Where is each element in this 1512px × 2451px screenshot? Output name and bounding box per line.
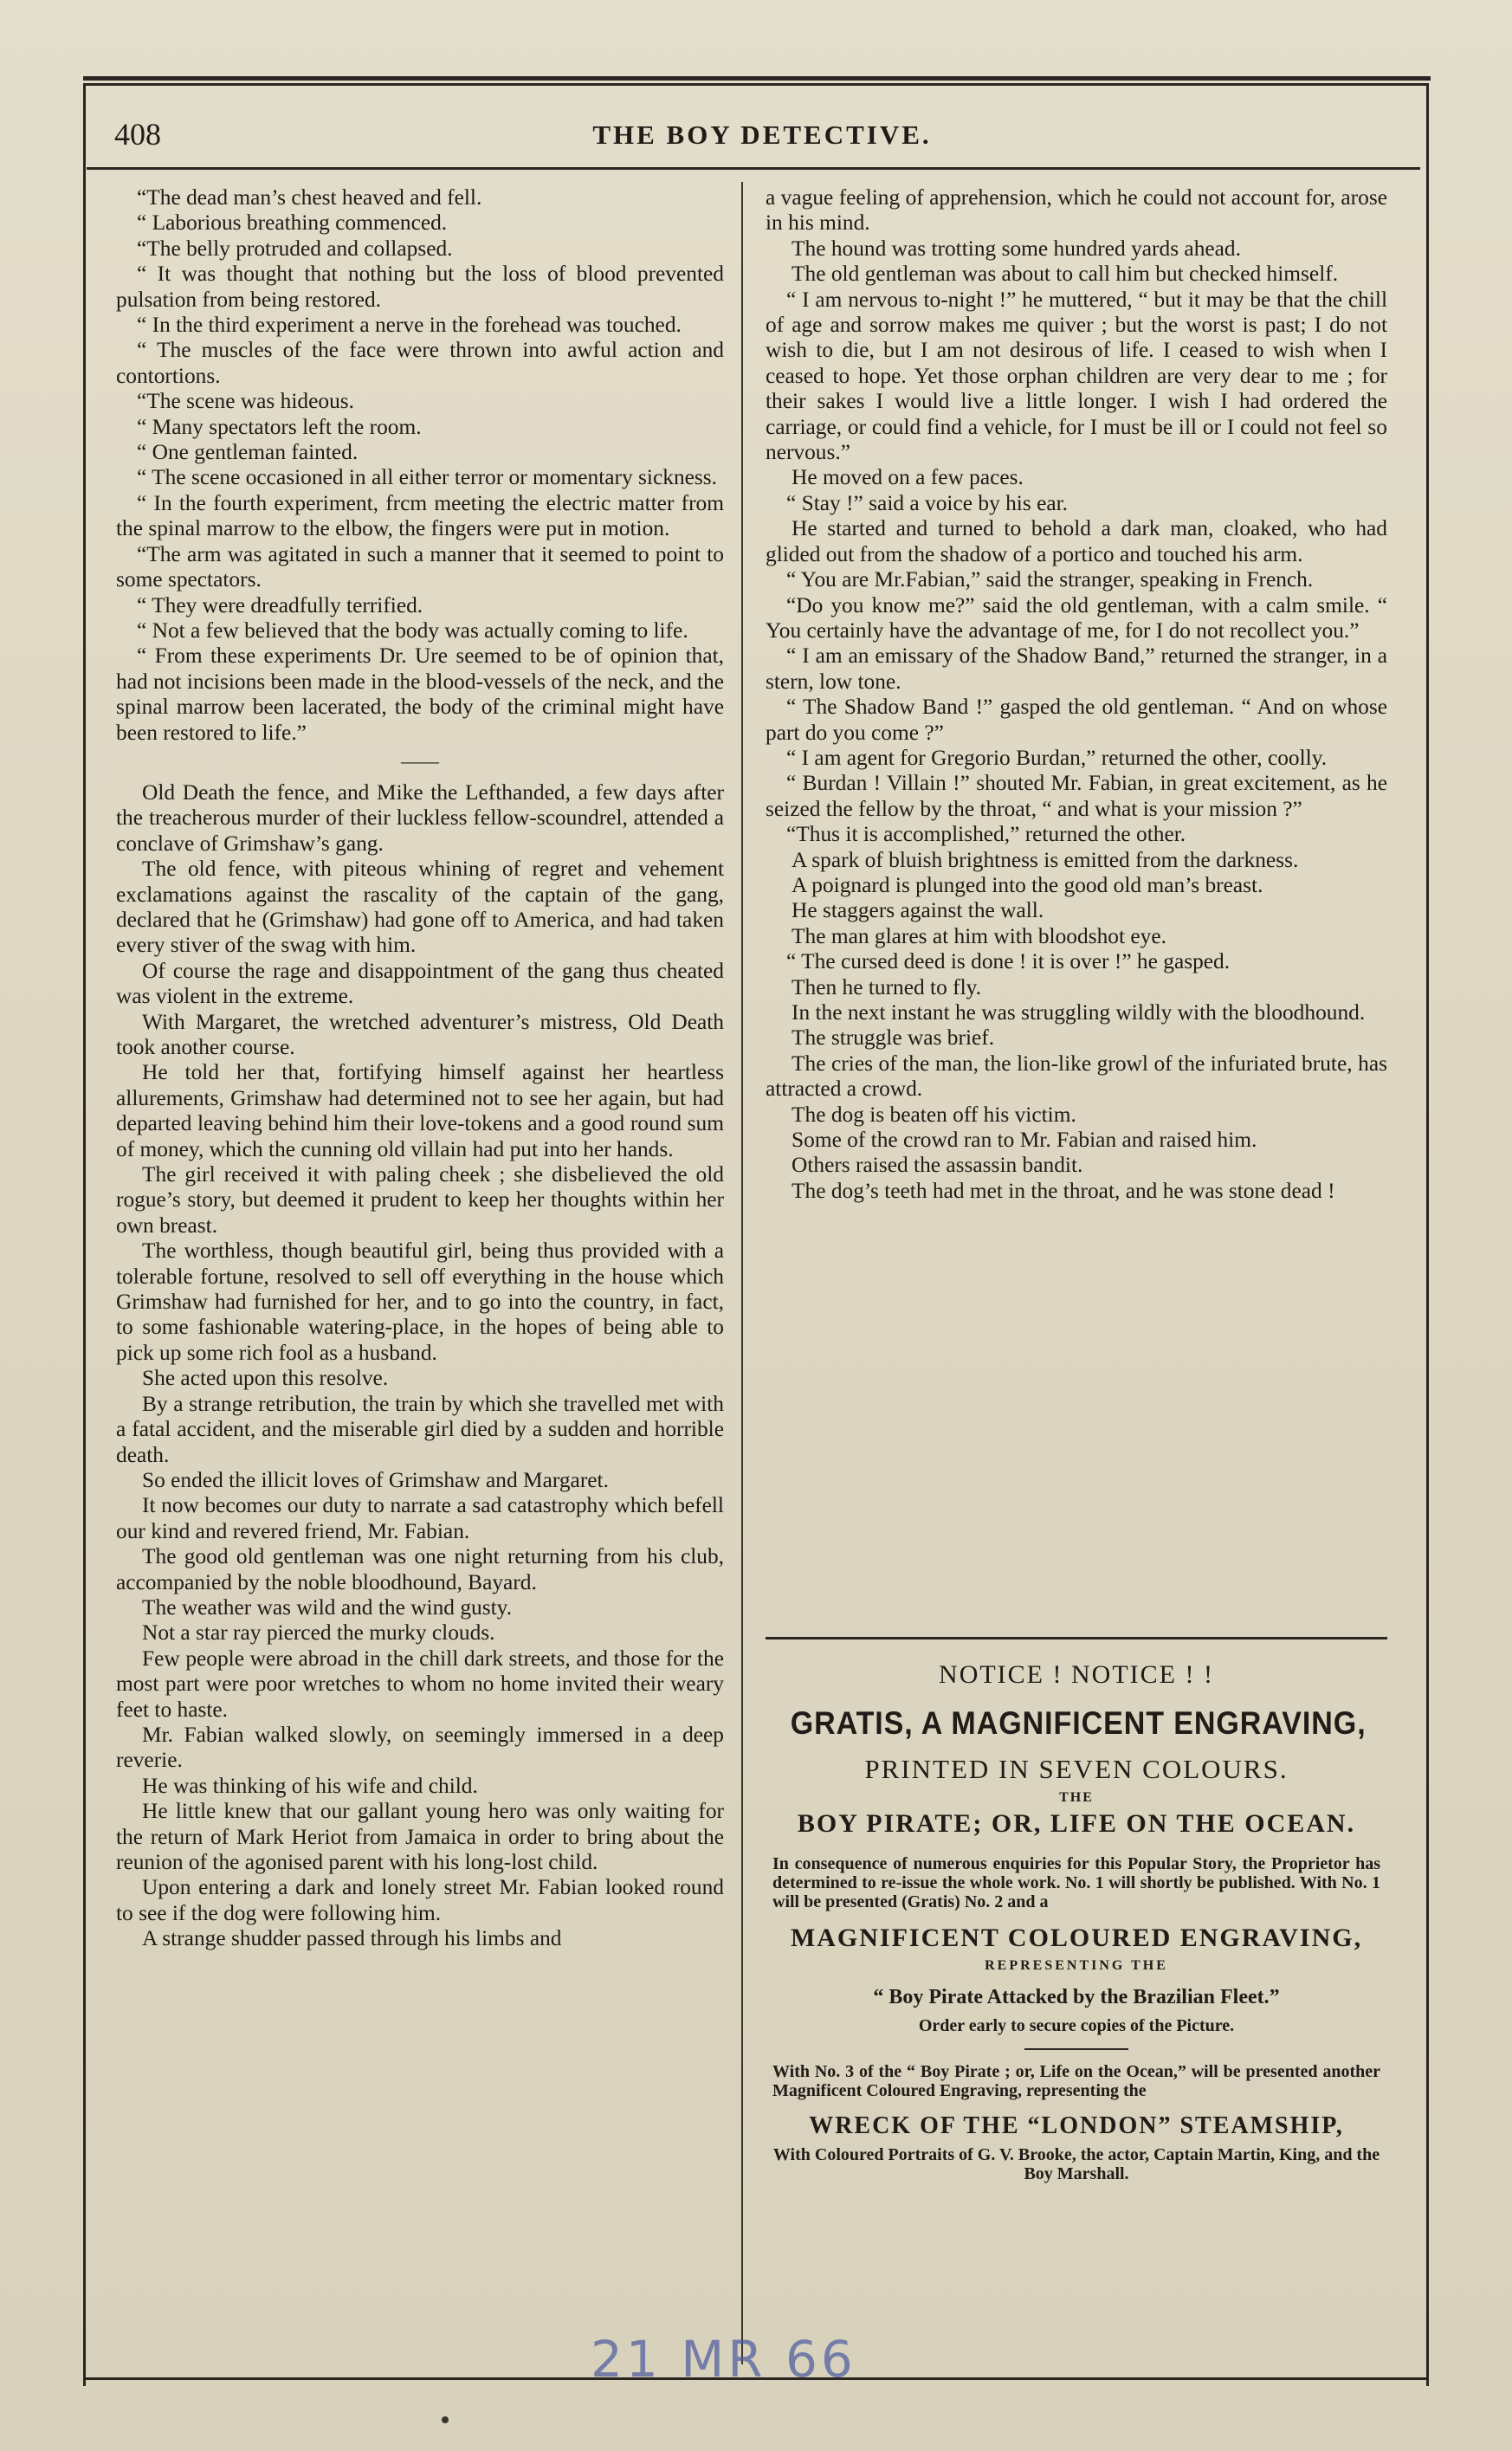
paragraph: “ Stay !” said a voice by his ear. <box>786 490 1069 515</box>
paragraph: “Thus it is accomplished,” returned the other. <box>786 822 1186 847</box>
notice-representing: REPRESENTING THE <box>985 1958 1168 1973</box>
paragraph: “The arm was agitated in such a manner that it seemed to point to some spectators. <box>116 541 724 592</box>
notice-gratis-headline: GRATIS, A MAGNIFICENT ENGRAVING, <box>790 1705 1367 1741</box>
notice-paragraph-3: With Coloured Portraits of G. V. Brooke, the actor, Captain Martin, King, and the Boy Marshall. <box>772 2145 1380 2183</box>
paragraph: “ I am nervous to-night !” he muttered, “ but it may be that the chill of age and sorrow makes me quiver ; but the worst is past; I do not wish to die, but I am not desirous of life. I ceased to wish when I ceased to hope. Yet those orphan children are very dear to me ; for their sakes I would live a little longer. I wish I had ordered the carriage, or could find a vehicle, for I must be ill or I could not feel so nervous.” <box>766 287 1387 465</box>
ink-spot <box>442 2416 449 2423</box>
paragraph: Others raised the assassin bandit. <box>792 1153 1083 1178</box>
notice-picture-title: “ Boy Pirate Attacked by the Brazilian Fleet.” <box>873 1986 1280 2008</box>
paragraph: In the next instant he was struggling wildly with the bloodhound. <box>792 1000 1366 1025</box>
paragraph: The dog’s teeth had met in the throat, and he was stone dead ! <box>792 1178 1335 1203</box>
paragraph: “ One gentleman fainted. <box>137 440 359 465</box>
date-stamp: 21 MR 66 <box>591 2330 856 2389</box>
notice-paragraph-1: In consequence of numerous enquiries for this Popular Story, the Proprietor has determined to re-issue the whole work. No. 1 will shortly be published. With No. 1 will be presented (Gratis) No. 2 and a <box>772 1854 1380 1911</box>
notice-magnificent-engraving: MAGNIFICENT COLOURED ENGRAVING, <box>790 1924 1363 1952</box>
paragraph: Some of the crowd ran to Mr. Fabian and raised him. <box>792 1128 1257 1153</box>
notice-paragraph-2: With No. 3 of the “ Boy Pirate ; or, Life on the Ocean,” will be presented another Magnificent Coloured Engraving, representing the <box>772 2062 1380 2100</box>
paragraph: He told her that, fortifying himself against her heartless allurements, Grimshaw had determined not to see her again, but had departed leaving behind him their love-tokens and a good round sum of money, which the cunning old villain had put into her hands. <box>116 1060 724 1161</box>
notice-advertisement <box>766 1637 1387 2183</box>
paragraph: The old fence, with piteous whining of regret and vehement exclamations against the rascality of the captain of the gang, declared that he (Grimshaw) had gone off to America, and had taken every stiver of the swag with him. <box>116 857 724 958</box>
paragraph: He little knew that our gallant young hero was only waiting for the return of Mark Heriot from Jamaica in order to bring about the reunion of the agonised parent with his long-lost child. <box>116 1799 724 1874</box>
paragraph: A poignard is plunged into the good old man’s breast. <box>792 872 1263 897</box>
paragraph: The man glares at him with bloodshot eye. <box>792 923 1166 948</box>
paragraph: He was thinking of his wife and child. <box>142 1773 478 1798</box>
paragraph: So ended the illicit loves of Grimshaw and Margaret. <box>142 1467 609 1492</box>
column-divider <box>741 182 743 2364</box>
notice-top-rule <box>766 1637 1387 1639</box>
paragraph: Upon entering a dark and lonely street Mr. Fabian looked round to see if the dog were following him. <box>116 1875 724 1925</box>
paragraph: “ I am agent for Gregorio Burdan,” returned the other, coolly. <box>786 745 1328 770</box>
paragraph: “ Laborious breathing commenced. <box>137 210 448 236</box>
paragraph: With Margaret, the wretched adventurer’s mistress, Old Death took another course. <box>116 1009 724 1059</box>
right-column <box>766 185 1387 1204</box>
notice-heading: NOTICE ! NOTICE ! ! <box>939 1660 1214 1689</box>
paragraph: Not a star ray pierced the murky clouds. <box>142 1620 495 1646</box>
paragraph: It now becomes our duty to narrate a sad catastrophy which befell our kind and revered friend, Mr. Fabian. <box>116 1493 724 1543</box>
paragraph: a vague feeling of apprehension, which he could not account for, arose in his mind. <box>766 185 1387 236</box>
notice-boy-pirate-title: BOY PIRATE; OR, LIFE ON THE OCEAN. <box>797 1809 1356 1838</box>
notice-printed-colours: PRINTED IN SEVEN COLOURS. <box>864 1754 1289 1784</box>
paragraph: Then he turned to fly. <box>792 974 982 999</box>
page-number: 408 <box>114 117 161 152</box>
paragraph: “ Many spectators left the room. <box>137 414 422 439</box>
paragraph: “ You are Mr.Fabian,” said the stranger, speaking in French. <box>786 567 1314 592</box>
paragraph: The struggle was brief. <box>792 1025 995 1051</box>
paragraph: “The belly protruded and collapsed. <box>137 236 453 261</box>
paragraph: Old Death the fence, and Mike the Lefthanded, a few days after the treacherous murder of their luckless fellow-scoundrel, attended a conclave of Grimshaw’s gang. <box>116 779 724 856</box>
notice-wreck-title: WRECK OF THE “LONDON” STEAMSHIP, <box>809 2112 1344 2139</box>
paragraph: “ The cursed deed is done ! it is over !” he gasped. <box>786 949 1231 974</box>
paragraph: A spark of bluish brightness is emitted from the darkness. <box>792 847 1299 872</box>
paragraph: “ Not a few believed that the body was actually coming to life. <box>137 618 688 643</box>
paragraph: “ Burdan ! Villain !” shouted Mr. Fabian, in great excitement, as he seized the fellow by the throat, “ and what is your mission ?” <box>766 771 1387 821</box>
paragraph: “ From these experiments Dr. Ure seemed to be of opinion that, had not incisions been made in the blood-vessels of the neck, and the spinal marrow been lacerated, the body of the criminal might have been restored to life.” <box>116 643 724 745</box>
paragraph: “ I am an emissary of the Shadow Band,” returned the stranger, in a stern, low tone. <box>766 643 1387 694</box>
paragraph: “ The muscles of the face were thrown into awful action and contortions. <box>116 338 724 388</box>
running-title: THE BOY DETECTIVE. <box>592 120 932 150</box>
paragraph: “ They were dreadfully terrified. <box>137 592 423 618</box>
paragraph: Mr. Fabian walked slowly, on seemingly immersed in a deep reverie. <box>116 1722 724 1773</box>
paragraph: By a strange retribution, the train by which she travelled met with a fatal accident, and the miserable girl died by a sudden and horrible death. <box>116 1391 724 1467</box>
paragraph: Of course the rage and disappointment of the gang thus cheated was violent in the extreme. <box>116 958 724 1009</box>
header-rule <box>87 167 1420 170</box>
section-divider: —— <box>401 749 439 772</box>
paragraph: The cries of the man, the lion-like growl of the infuriated brute, has attracted a crowd. <box>766 1051 1387 1102</box>
notice-short-rule <box>1024 2048 1128 2050</box>
notice-order-early: Order early to secure copies of the Picture. <box>918 2016 1235 2035</box>
paragraph: The hound was trotting some hundred yards ahead. <box>792 236 1241 261</box>
paragraph: The good old gentleman was one night returning from his club, accompanied by the noble bloodhound, Bayard. <box>116 1544 724 1594</box>
paragraph: She acted upon this resolve. <box>142 1366 389 1391</box>
paragraph: The weather was wild and the wind gusty. <box>142 1594 513 1620</box>
paragraph: The dog is beaten off his victim. <box>792 1102 1076 1127</box>
paragraph: The girl received it with paling cheek ; she disbelieved the old rogue’s story, but deemed it prudent to keep her thoughts within her own breast. <box>116 1162 724 1238</box>
paragraph: “ It was thought that nothing but the loss of blood prevented pulsation from being restored. <box>116 262 724 312</box>
paragraph: “ In the third experiment a nerve in the forehead was touched. <box>137 313 682 338</box>
paragraph: The worthless, though beautiful girl, being thus provided with a tolerable fortune, resolved to sell off everything in the house which Grimshaw had furnished for her, and to go into the country, in fact, to some fashionable watering-place, in the hopes of being able to pick up some rich fool as a husband. <box>116 1238 724 1365</box>
paragraph: He started and turned to behold a dark man, cloaked, who had glided out from the shadow of a portico and touched his arm. <box>766 516 1387 566</box>
paragraph: He moved on a few paces. <box>792 465 1024 490</box>
paragraph: Few people were abroad in the chill dark streets, and those for the most part were poor wretches to whom no home invited their weary feet to haste. <box>116 1646 724 1722</box>
paragraph: “ In the fourth experiment, frcm meeting the electric matter from the spinal marrow to the elbow, the fingers were put in motion. <box>116 490 724 541</box>
paragraph: “ The scene occasioned in all either terror or momentary sickness. <box>137 465 718 490</box>
left-column <box>116 185 724 1952</box>
paragraph: The old gentleman was about to call him but checked himself. <box>792 262 1339 287</box>
paragraph: “ The Shadow Band !” gasped the old gentleman. “ And on whose part do you come ?” <box>766 695 1387 745</box>
paragraph: “The scene was hideous. <box>137 389 354 414</box>
paragraph: “The dead man’s chest heaved and fell. <box>137 185 482 210</box>
paragraph: A strange shudder passed through his limbs and <box>142 1926 562 1951</box>
top-rule <box>83 76 1431 81</box>
notice-the: THE <box>1059 1790 1094 1805</box>
paragraph: “Do you know me?” said the old gentleman, with a calm smile. “ You certainly have the advantage of me, for I do not recollect you.” <box>766 592 1387 643</box>
paragraph: He staggers against the wall. <box>792 898 1044 923</box>
